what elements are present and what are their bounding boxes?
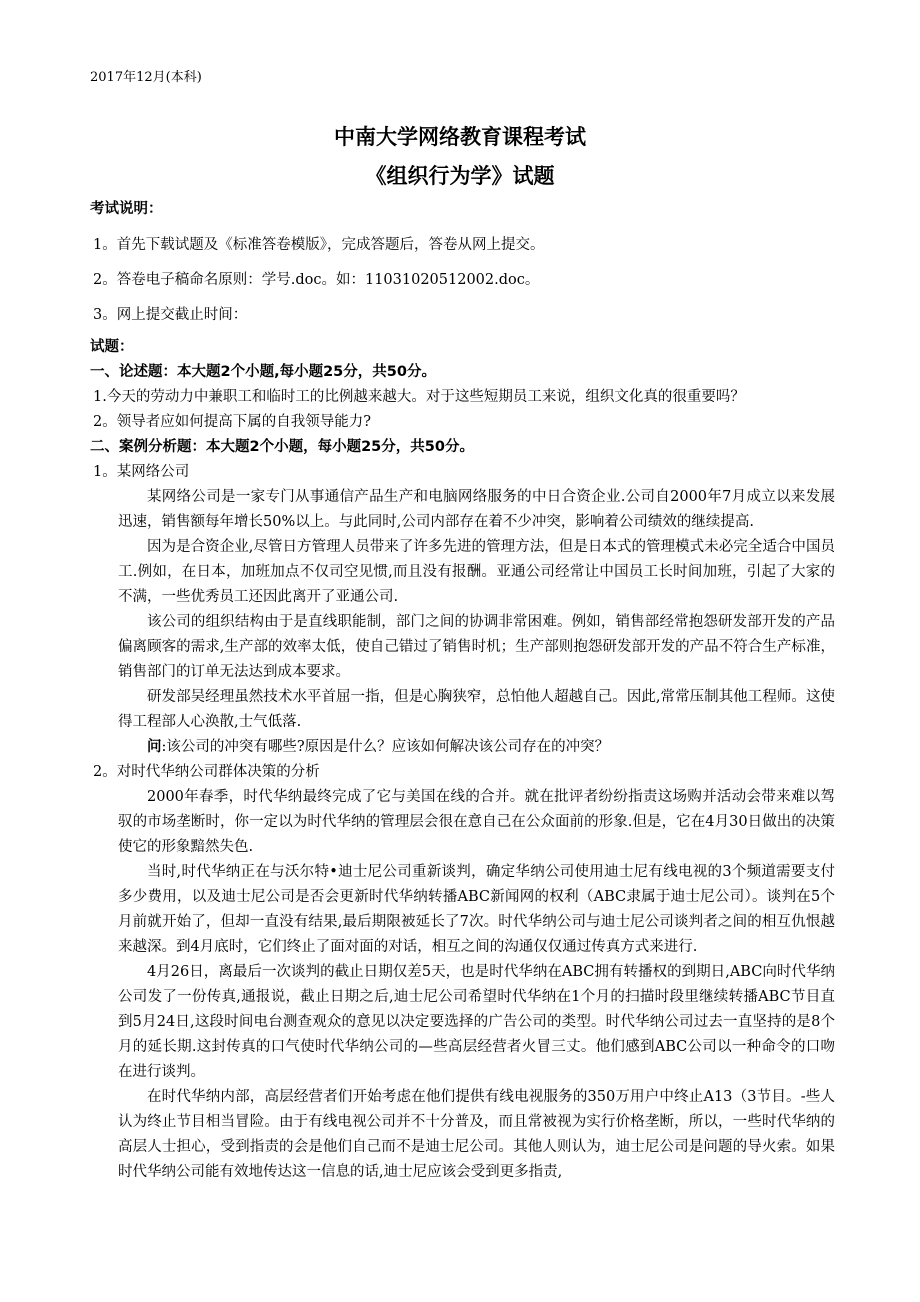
page-subtitle: 《组织行为学》试题	[365, 164, 555, 188]
questions-heading: 试题：	[90, 339, 134, 355]
instruction-item	[90, 268, 835, 293]
case1-title: 1。某网络公司	[93, 464, 190, 480]
instruction-text: 1。首先下载试题及《标准答卷模版》，完成答题后，答卷从网上提交。	[93, 237, 545, 253]
header-date: 2017年12月(本科)	[90, 70, 202, 85]
question-text: :该公司的冲突有哪些?原因是什么？应该如何解决该公司存在的冲突？	[161, 739, 610, 755]
essay-question: 2。领导者应如何提高下属的自我领导能力?	[93, 414, 371, 430]
case1-paragraph: 研发部吴经理虽然技术水平首屈一指，但是心胸狭窄，总怕他人超越自己。因此,常常压制其他工程师。这使得工程部人心涣散,士气低落.	[118, 689, 835, 730]
instructions-block	[90, 197, 835, 222]
questions-block	[90, 335, 835, 1185]
section1-heading: 一、论述题：本大题2个小题,每小题25分，共50分。	[90, 364, 436, 380]
instructions-heading: 考试说明：	[90, 201, 163, 217]
section2-heading: 二、案例分析题：本大题2个小题，每小题25分，共50分。	[90, 439, 474, 455]
case1-paragraph: 某网络公司是一家专门从事通信产品生产和电脑网络服务的中日合资企业.公司自2000年7月成立以来发展迅速，销售额每年增长50%以上。与此同时,公司内部存在着不少冲突，影响着公司绩效的继续提高.	[118, 489, 835, 530]
case2-paragraph: 在时代华纳内部，高层经营者们开始考虑在他们提供有线电视服务的350万用户中终止A13（3节目。-些人认为终止节目相当冒险。由于有线电视公司并不十分普及，而且常被视为实行价格垄断，所以，一些时代华纳的高层人士担心，受到指责的会是他们自己而不是迪士尼公司。其他人则认为，迪士尼公司是问题的导火索。如果时代华纳公司能有效地传达这一信息的话,迪士尼应该会受到更多指责,	[118, 1089, 835, 1180]
case1-paragraph: 该公司的组织结构由于是直线职能制，部门之间的协调非常困难。例如，销售部经常抱怨研发部开发的产品偏离顾客的需求,生产部的效率太低，使自己错过了销售时机；生产部则抱怨研发部开发的产品不符合生产标准，销售部门的订单无法达到成本要求。	[118, 614, 835, 680]
instruction-item	[90, 233, 835, 258]
question-label: 问	[147, 739, 162, 755]
instruction-item	[90, 303, 835, 328]
case2-title: 2。对时代华纳公司群体决策的分析	[93, 764, 320, 780]
case1-question	[90, 735, 835, 760]
essay-question: 1.今天的劳动力中兼职工和临时工的比例越来越大。对于这些短期员工来说，组织文化真的很重要吗？	[93, 389, 745, 405]
case1-paragraph: 因为是合资企业,尽管日方管理人员带来了许多先进的管理方法，但是日本式的管理模式未必完全适合中国员工.例如，在日本，加班加点不仅司空见惯,而且没有报酬。亚通公司经常让中国员工长时间加班，引起了大家的不满，一些优秀员工还因此离开了亚通公司.	[118, 539, 835, 605]
case2-paragraph: 当时,时代华纳正在与沃尔特•迪士尼公司重新谈判，确定华纳公司使用迪士尼有线电视的3个频道需要支付多少费用，以及迪士尼公司是否会更新时代华纳转播ABC新闻网的权利（ABC隶属于迪士尼公司）。谈判在5个月前就开始了，但却一直没有结果,最后期限被延长了7次。时代华纳公司与迪士尼公司谈判者之间的相互仇恨越来越深。到4月底时，它们终止了面对面的对话，相互之间的沟通仅仅通过传真方式来进行.	[118, 864, 835, 955]
case2-paragraph: 2000年春季，时代华纳最终完成了它与美国在线的合并。就在批评者纷纷指责这场购并活动会带来难以驾驭的市场垄断时，你一定以为时代华纳的管理层会很在意自己在公众面前的形象.但是，它在4月30日做出的决策使它的形象黯然失色.	[118, 789, 835, 855]
instruction-text: 3。网上提交截止时间：	[93, 307, 248, 323]
page-title: 中南大学网络教育课程考试	[334, 125, 586, 149]
instruction-text: 2。答卷电子稿命名原则：学号.doc。如：11031020512002.doc。	[93, 272, 540, 288]
case2-paragraph: 4月26日，离最后一次谈判的截止日期仅差5天，也是时代华纳在ABC拥有转播权的到期日,ABC向时代华纳公司发了一份传真,通报说，截止日期之后,迪士尼公司希望时代华纳在1个月的扫描时段里继续转播ABC节目直到5月24日,这段时间电台测查观众的意见以决定要选择的广告公司的类型。时代华纳公司过去一直坚持的是8个月的延长期.这封传真的口气使时代华纳公司的—些高层经营者火冒三丈。他们感到ABC公司以一种命令的口吻在进行谈判。	[118, 964, 835, 1080]
